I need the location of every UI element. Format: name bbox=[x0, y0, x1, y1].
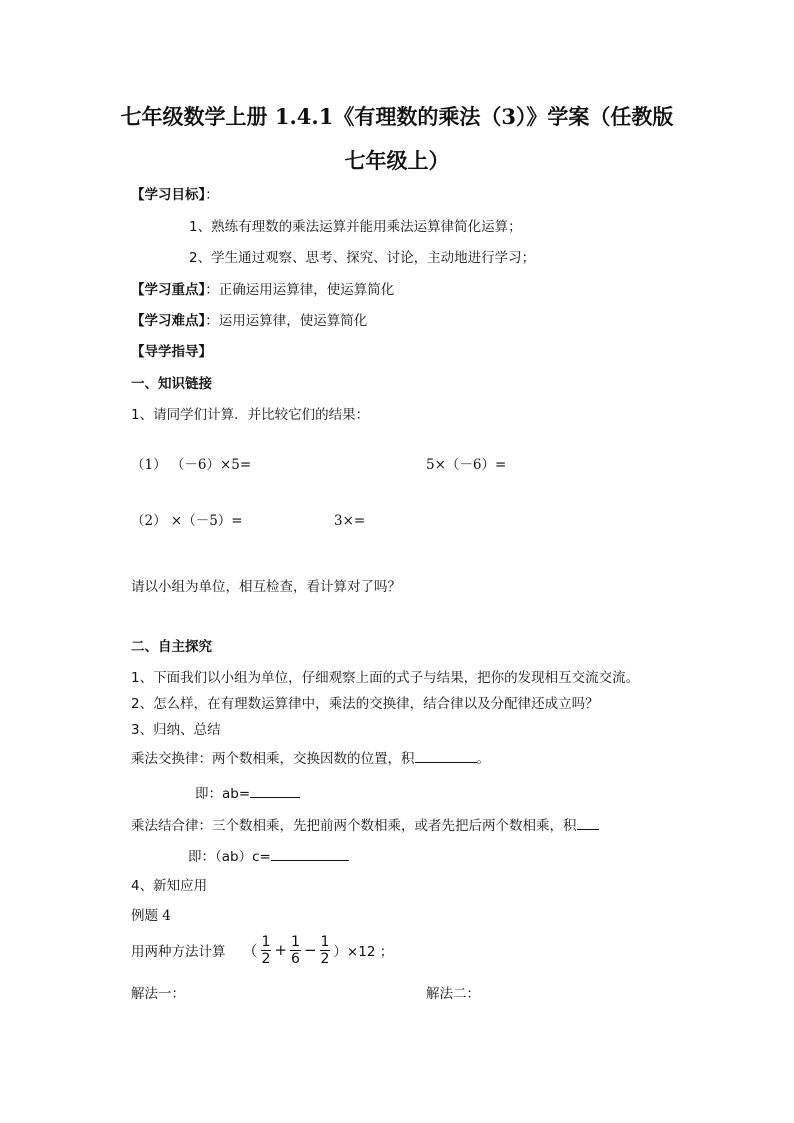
explore-paragraph-2: 2、怎么样，在有理数运算律中，乘法的交换律，结合律以及分配律还成立吗？ bbox=[131, 696, 599, 712]
difficult-point-label: 【学习难点】 bbox=[131, 313, 206, 329]
example-4-text: 用两种方法计算 bbox=[131, 944, 226, 960]
fraction-2-numerator: 1 bbox=[291, 933, 300, 950]
example-4-formula bbox=[131, 930, 394, 970]
section2-heading: 二、自主探究 bbox=[131, 639, 212, 655]
commutative-law-end: 。 bbox=[476, 751, 490, 767]
guide-label: 【导学指导】 bbox=[131, 344, 212, 360]
difficult-point-line bbox=[131, 312, 367, 330]
associative-law-text: 乘法结合律：三个数相乘，先把前两个数相乘，或者先把后两个数相乘，积 bbox=[131, 818, 577, 834]
open-paren: （ bbox=[242, 941, 258, 960]
learning-goal-item-2: 2、学生通过观察、思考、探究、讨论，主动地进行学习； bbox=[189, 250, 536, 266]
commutative-law-text: 乘法交换律：两个数相乘，交换因数的位置，积 bbox=[131, 751, 415, 767]
method-one-label: 解法一： bbox=[131, 986, 185, 1002]
explore-paragraph-3: 3、归纳、总结 bbox=[131, 722, 221, 738]
fraction-3 bbox=[320, 934, 331, 967]
plus-sign: + bbox=[274, 941, 288, 959]
commutative-formula-blank[interactable] bbox=[250, 783, 300, 798]
exercise-row1-right: 5×（－6）= bbox=[426, 457, 507, 473]
close-paren-times-12: ）×12 ； bbox=[333, 944, 394, 960]
associative-formula-line bbox=[188, 846, 349, 866]
example-label: 例题 4 bbox=[131, 908, 171, 924]
commutative-formula: 即：ab= bbox=[195, 786, 251, 802]
learning-goal-colon: ： bbox=[205, 187, 219, 203]
fraction-3-denominator: 2 bbox=[320, 950, 330, 967]
new-knowledge-application: 4、新知应用 bbox=[131, 878, 208, 894]
fraction-1-numerator: 1 bbox=[261, 933, 271, 950]
fraction-3-numerator: 1 bbox=[320, 933, 330, 950]
learning-goal-item-1: 1、熟练有理数的乘法运算并能用乘法运算律简化运算； bbox=[189, 219, 522, 235]
commutative-formula-line bbox=[195, 783, 300, 803]
commutative-law-line bbox=[131, 748, 490, 768]
fraction-2 bbox=[290, 934, 301, 967]
difficult-point-text: ：运用运算律，使运算简化 bbox=[205, 313, 368, 329]
learning-goal-heading bbox=[131, 186, 219, 204]
associative-formula: 即：（ab）c= bbox=[188, 849, 271, 865]
learning-goal-label: 【学习目标】 bbox=[131, 187, 206, 203]
page-title-line2: 七年级上） bbox=[344, 148, 450, 173]
associative-formula-blank[interactable] bbox=[271, 846, 349, 861]
group-check-text: 请以小组为单位，相互检查，看计算对了吗？ bbox=[131, 579, 401, 595]
exercise-row2-left: （2） ×（－5）= bbox=[131, 513, 243, 529]
commutative-law-blank[interactable] bbox=[415, 748, 477, 763]
fraction-1 bbox=[261, 934, 272, 967]
fraction-2-denominator: 6 bbox=[291, 950, 300, 967]
key-point-label: 【学习重点】 bbox=[131, 282, 206, 298]
question-1: 1、请同学们计算．并比较它们的结果： bbox=[131, 407, 370, 423]
exercise-row1-left: （1） （－6）×5= bbox=[131, 457, 252, 473]
section1-heading: 一、知识链接 bbox=[131, 376, 212, 392]
key-point-line bbox=[131, 281, 394, 299]
method-two-label: 解法二： bbox=[426, 986, 480, 1002]
key-point-text: ：正确运用运算律，使运算简化 bbox=[205, 282, 395, 298]
exercise-row2-right: 3×= bbox=[334, 513, 366, 529]
explore-paragraph-1: 1、下面我们以小组为单位，仔细观察上面的式子与结果，把你的发现相互交流交流。 bbox=[131, 670, 640, 686]
minus-sign: − bbox=[303, 941, 317, 959]
fraction-1-denominator: 2 bbox=[261, 950, 271, 967]
page-title-line1: 七年级数学上册 1.4.1《有理数的乘法（3）》学案（任教版 bbox=[120, 104, 674, 129]
associative-law-blank[interactable] bbox=[577, 815, 599, 830]
associative-law-line bbox=[131, 815, 599, 835]
